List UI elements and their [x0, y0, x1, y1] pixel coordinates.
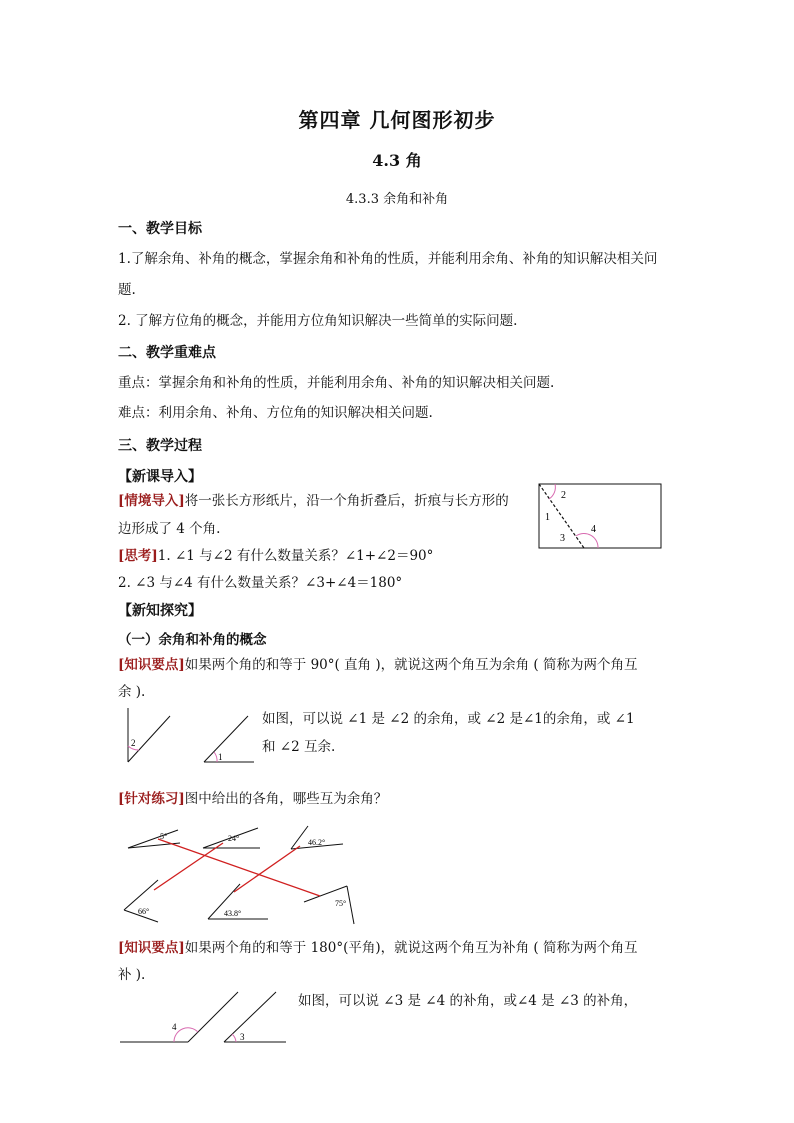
sub-heading-concepts: （一）余角和补角的概念 [118, 632, 267, 648]
goal-1-line-2: 题. [118, 282, 136, 298]
label-2: 2 [561, 490, 566, 501]
knowledge-tag-2: [知识要点] [118, 940, 185, 956]
key-point: 重点：掌握余角和补角的性质，并能利用余角、补角的知识解决相关问题. [118, 375, 555, 391]
scene-tag: [情境导入] [118, 493, 185, 509]
explore-header: 【新知探究】 [118, 603, 202, 619]
think-line-1: [思考]1. ∠1 与∠2 有什么数量关系？∠1+∠2＝90° [118, 548, 434, 564]
complementary-example-line-1: 如图，可以说 ∠1 是 ∠2 的余角，或 ∠2 是∠1的余角，或 ∠1 [262, 711, 635, 727]
label-3: 3 [560, 533, 565, 544]
supplementary-definition-line-2: 补 ). [118, 967, 146, 983]
scene-line-1: [情境导入]将一张长方形纸片，沿一个角折叠后，折痕与长方形的 [118, 493, 509, 509]
comp-label-2: 2 [131, 738, 136, 748]
practice-tag: [针对练习] [118, 791, 185, 807]
complementary-angles-figure [120, 706, 256, 766]
supplementary-definition-line-1: [知识要点]如果两个角的和等于 180°(平角)，就说这两个角互为补角 ( 简称为两个角互 [118, 940, 638, 956]
chapter-title: 第四章 几何图形初步 [298, 108, 496, 132]
angle-arc-2 [549, 484, 555, 499]
heading-teaching-goals: 一、教学目标 [118, 221, 202, 237]
practice-angles-figure [118, 818, 368, 928]
label-1: 1 [545, 512, 550, 523]
supp-label-3: 3 [240, 1032, 245, 1042]
supplementary-angles-figure [118, 990, 290, 1050]
angle-66: 66° [138, 907, 150, 916]
goal-2: 2. 了解方位角的概念，并能用方位角知识解决一些简单的实际问题. [118, 313, 518, 329]
heading-process: 三、教学过程 [118, 438, 202, 454]
complementary-definition-line-2: 余 ). [118, 684, 146, 700]
knowledge-tag: [知识要点] [118, 657, 185, 673]
angle-arc-4 [576, 533, 598, 548]
folded-rectangle-figure [537, 482, 663, 550]
angle-75: 75° [335, 899, 347, 908]
difficulty: 难点：利用余角、补角、方位角的知识解决相关问题. [118, 405, 433, 421]
label-4: 4 [591, 524, 596, 535]
angle-24: 24° [228, 834, 240, 843]
angle-46-2: 46.2° [308, 838, 326, 847]
angle-43-8: 43.8° [224, 909, 242, 918]
supp-label-4: 4 [172, 1022, 177, 1032]
goal-1-line-1: 1.了解余角、补角的概念，掌握余角和补角的性质，并能利用余角、补角的知识解决相关问 [118, 251, 658, 267]
section-title: 4.3 角 [372, 151, 422, 170]
supplementary-example-line-1: 如图，可以说 ∠3 是 ∠4 的补角，或∠4 是 ∠3 的补角， [298, 993, 638, 1009]
think-line-2: 2. ∠3 与∠4 有什么数量关系？∠3+∠4＝180° [118, 575, 403, 591]
angle-5: 5° [160, 832, 168, 841]
heading-key-difficult: 二、教学重难点 [118, 345, 216, 361]
complementary-example-line-2: 和 ∠2 互余. [262, 739, 336, 755]
scene-line-2: 边形成了 4 个角. [118, 521, 221, 537]
think-tag: [思考] [118, 548, 158, 564]
complementary-definition-line-1: [知识要点]如果两个角的和等于 90°( 直角 )，就说这两个角互为余角 ( 简称为两个角互 [118, 657, 638, 673]
practice-line: [针对练习]图中给出的各角，哪些互为余角？ [118, 791, 388, 807]
intro-header: 【新课导入】 [118, 469, 202, 485]
comp-label-1: 1 [218, 752, 223, 762]
subsection-title: 4.3.3 余角和补角 [345, 192, 449, 207]
